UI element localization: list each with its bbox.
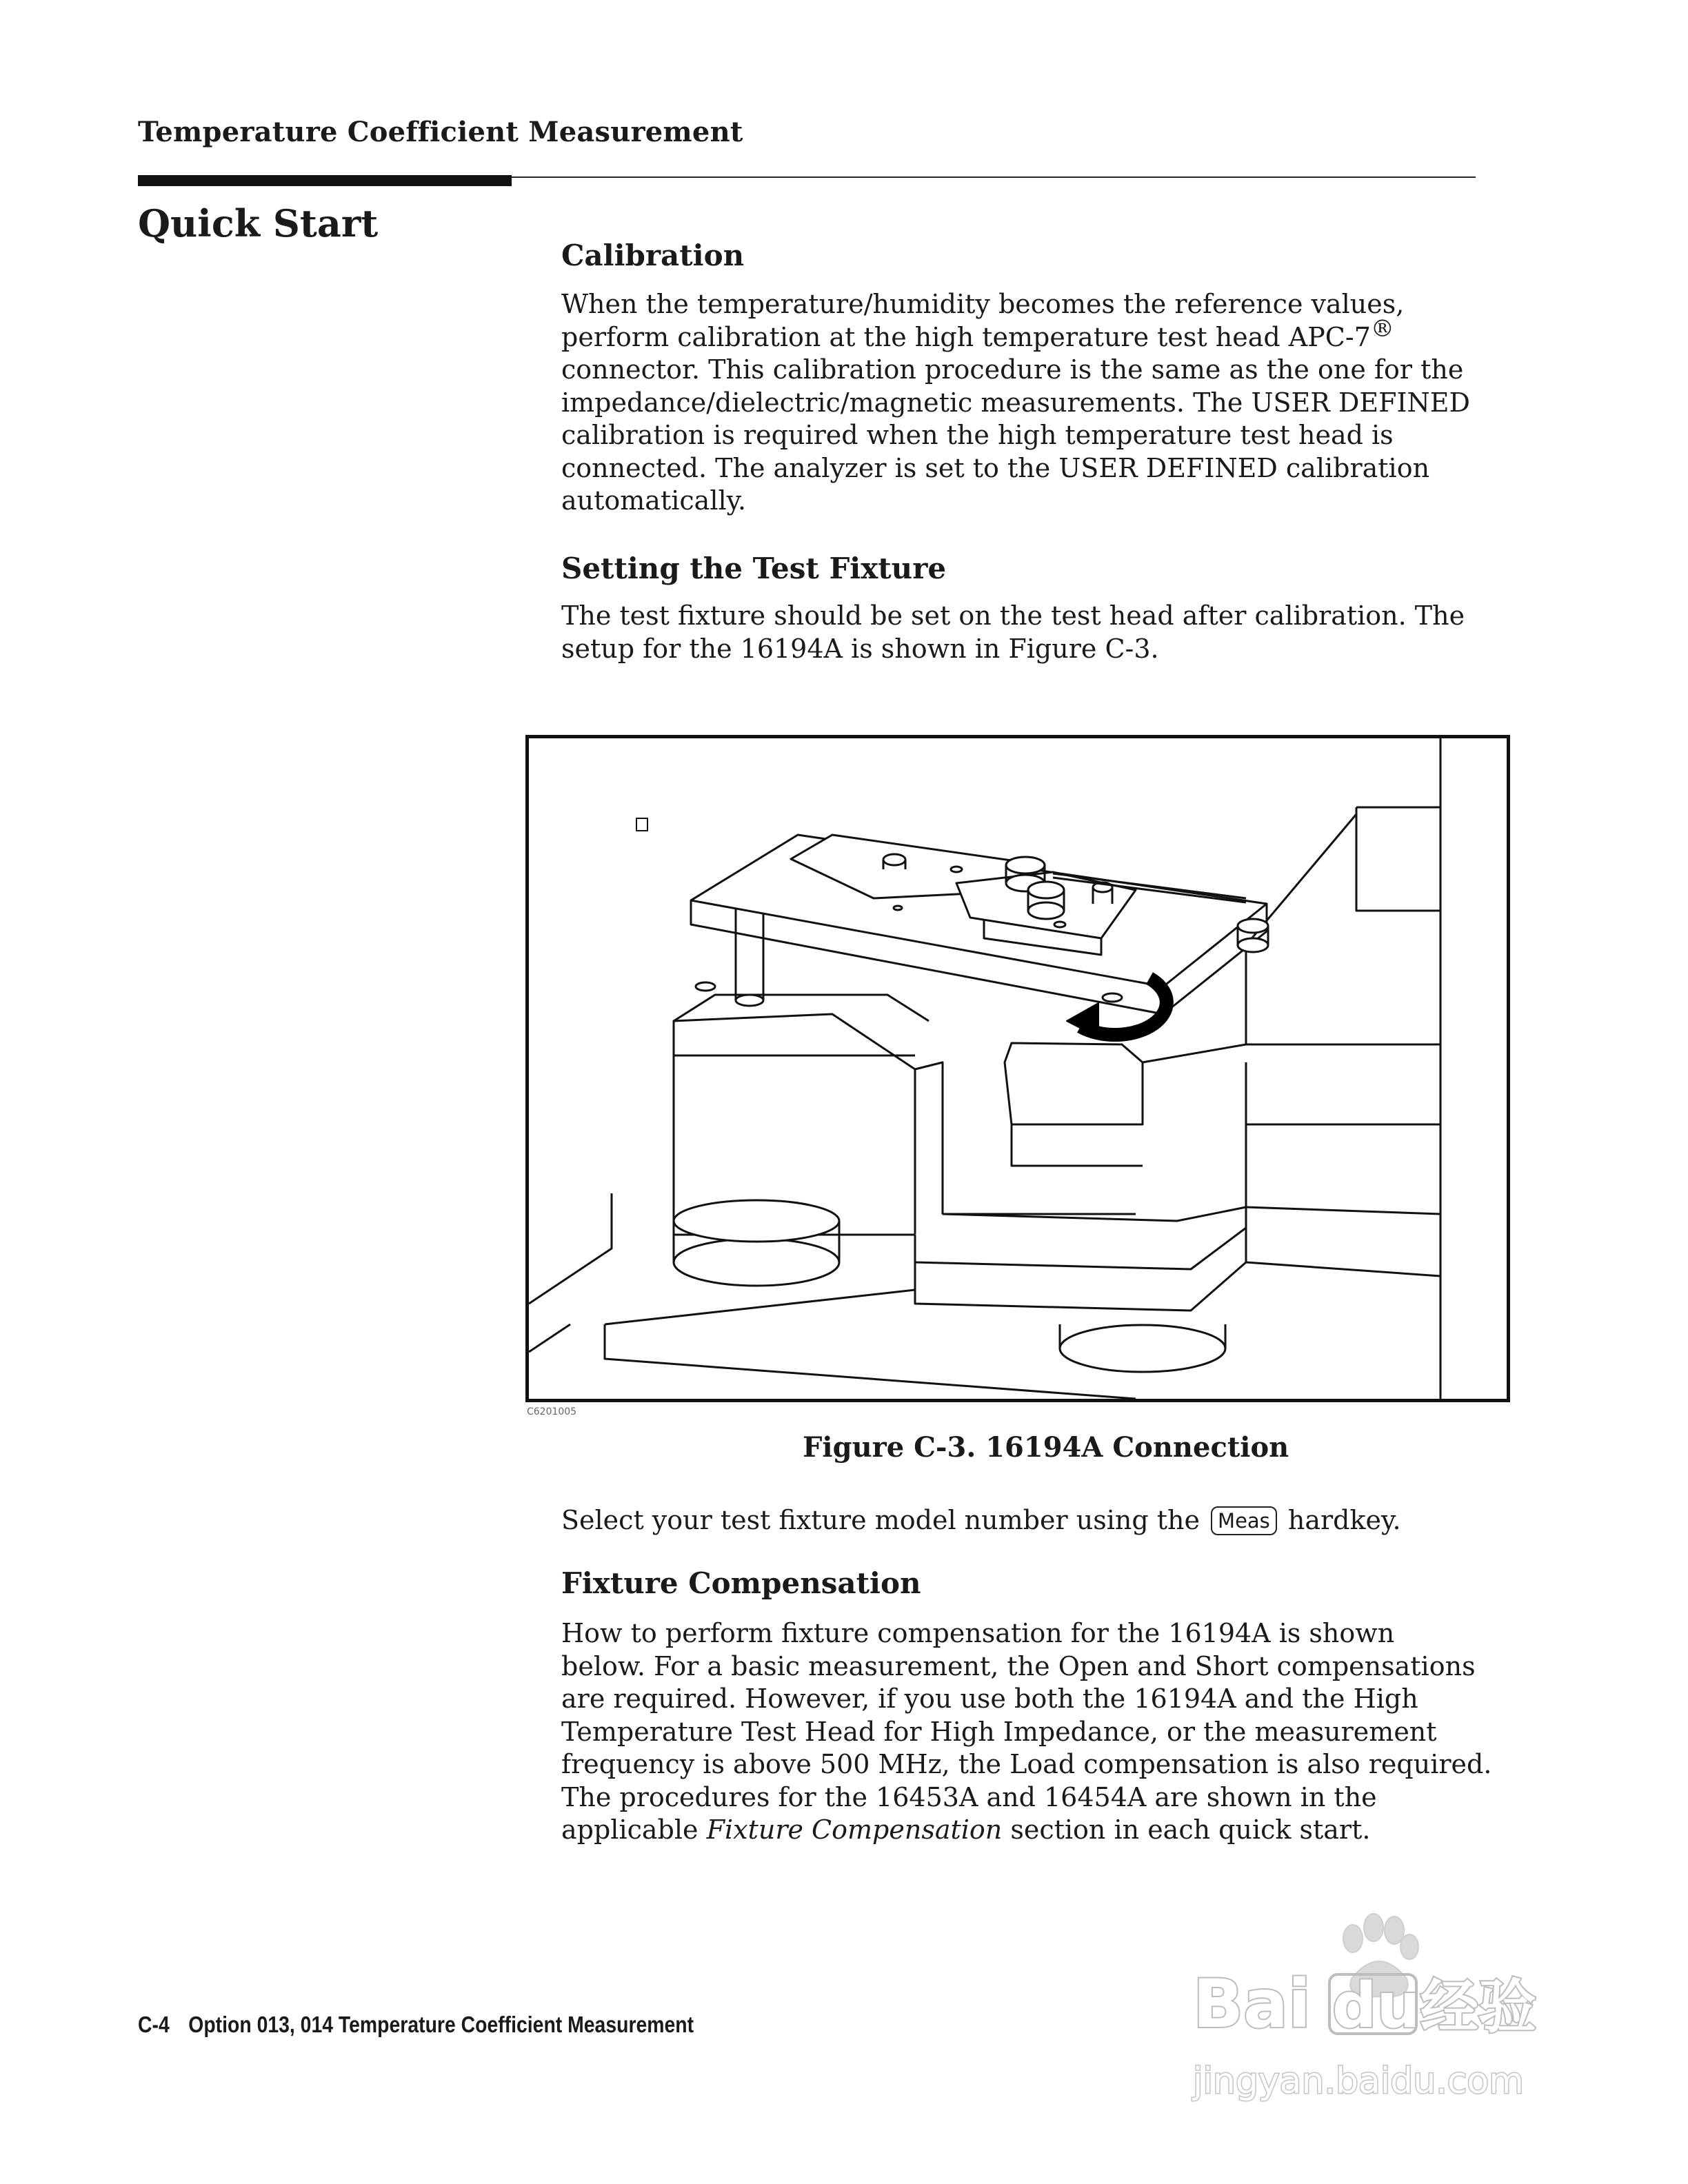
setting-fixture-heading: Setting the Test Fixture <box>561 552 947 585</box>
calibration-line-1: When the temperature/humidity becomes the reference values, <box>561 289 1405 319</box>
baidu-jingyan-watermark <box>1172 1889 1586 2137</box>
calibration-line-2 <box>561 314 1499 354</box>
calibration-line-6: connected. The analyzer is set to the USER DEFINED calibration <box>561 452 1430 483</box>
page-footer <box>138 2012 694 2038</box>
figure-c3-illustration <box>525 735 1510 1402</box>
setting-fixture-line-1: The test fixture should be set on the test head after calibration. The <box>561 600 1465 631</box>
fixture-compensation-paragraph <box>561 1617 1499 1847</box>
select-text-before: Select your test fixture model number using the <box>561 1505 1200 1535</box>
fixture-comp-line-3: are required. However, if you use both the 16194A and the High <box>561 1684 1418 1714</box>
select-text-after: hardkey. <box>1287 1505 1401 1535</box>
fixture-comp-line-1: How to perform fixture compensation for the 16194A is shown <box>561 1618 1395 1648</box>
footer-title: Option 013, 014 Temperature Coefficient Measurement <box>188 2012 694 2037</box>
calibration-line-4: impedance/dielectric/magnetic measurements. The USER DEFINED <box>561 387 1470 418</box>
figure-code: C6201005 <box>527 1406 577 1417</box>
fixture-comp-line-7-before: applicable <box>561 1814 699 1845</box>
svg-text:du: du <box>1332 1970 1421 2042</box>
calibration-line-3: connector. This calibration procedure is the same as the one for the <box>561 354 1464 385</box>
fixture-comp-line-6: The procedures for the 16453A and 16454A are shown in the <box>561 1781 1377 1812</box>
page-number: C-4 <box>138 2012 170 2037</box>
calibration-line-5: calibration is required when the high temperature test head is <box>561 420 1394 450</box>
section-title: Quick Start <box>138 201 379 245</box>
baidu-logo-icon <box>1172 1889 1586 2137</box>
fixture-comp-line-7-after: section in each quick start. <box>1010 1814 1371 1845</box>
svg-text:Bai: Bai <box>1193 1965 1311 2043</box>
meas-hardkey[interactable]: Meas <box>1211 1506 1277 1535</box>
calibration-paragraph <box>561 288 1499 518</box>
fixture-drawing <box>529 738 1507 1399</box>
calibration-heading: Calibration <box>561 239 745 272</box>
registered-mark: ® <box>1370 314 1394 343</box>
fixture-comp-line-4: Temperature Test Head for High Impedance, or the measurement <box>561 1716 1437 1747</box>
select-fixture-line <box>561 1504 1499 1537</box>
calibration-line-7: automatically. <box>561 485 747 516</box>
select-fixture-paragraph <box>561 1504 1499 1537</box>
fixture-comp-line-2: below. For a basic measurement, the Open and Short compensations <box>561 1650 1476 1681</box>
setting-fixture-line-2: setup for the 16194A is shown in Figure C-3. <box>561 633 1159 664</box>
figure-caption: Figure C-3. 16194A Connection <box>803 1431 1289 1464</box>
fixture-compensation-reference: Fixture Compensation <box>706 1814 1003 1845</box>
svg-text:jingyan.baidu.com: jingyan.baidu.com <box>1193 2061 1524 2102</box>
header-rule-thick <box>138 175 512 186</box>
running-head: Temperature Coefficient Measurement <box>138 116 743 148</box>
fixture-compensation-heading: Fixture Compensation <box>561 1566 921 1600</box>
header-rule-thin <box>512 176 1476 178</box>
fixture-comp-line-7 <box>561 1814 1499 1847</box>
setting-fixture-paragraph <box>561 600 1499 665</box>
svg-text:经验: 经验 <box>1420 1973 1537 2041</box>
fixture-comp-line-5: frequency is above 500 MHz, the Load compensation is also required. <box>561 1749 1492 1779</box>
calibration-line-2-text: perform calibration at the high temperature test head APC-7 <box>561 321 1371 352</box>
